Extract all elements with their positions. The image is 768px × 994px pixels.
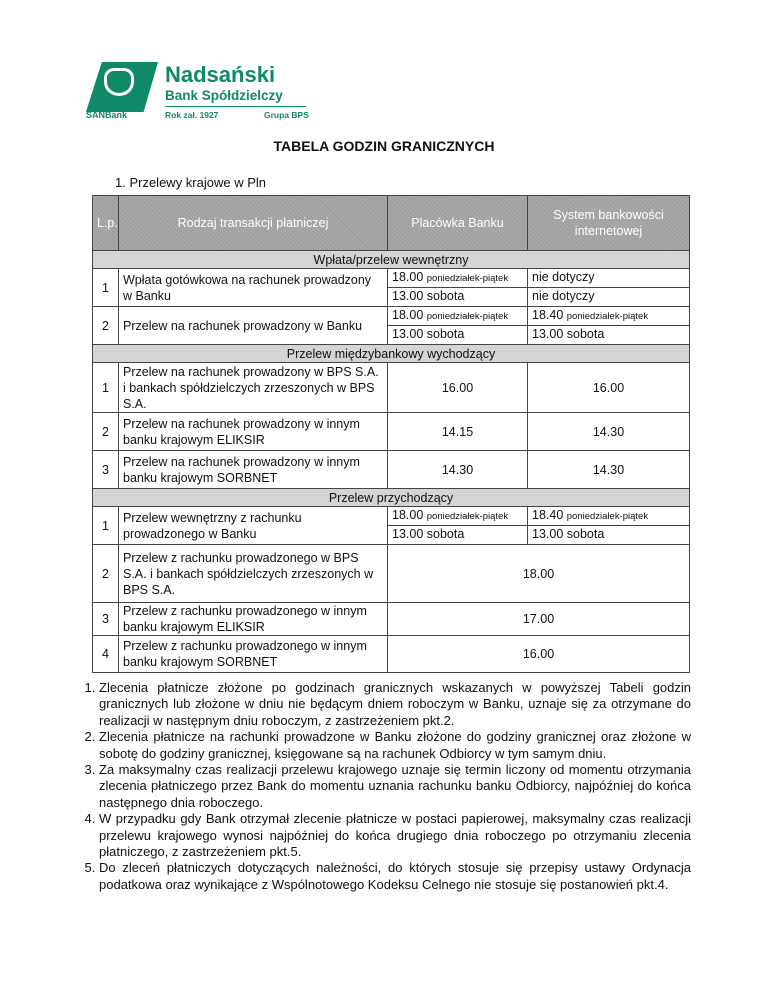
- table-cell: [93, 636, 119, 673]
- column-header: L.p.: [93, 196, 119, 251]
- time-cell: [528, 269, 690, 288]
- cell-text: 3: [102, 612, 109, 626]
- table-cell: [119, 363, 388, 413]
- time-value: 18.40: [532, 308, 564, 322]
- cell-text: 16.00: [592, 380, 625, 395]
- note-item: 4. W przypadku gdy Bank otrzymał zlecenie płatnicze w postaci papierowej, maksymalny czas realizacji przelewu krajowego wynosi najpóźniej do końca drugiego dnia roboczego po otrzymaniu zlecenia płatniczego, z zastrzeżeniem pkt.5.: [99, 811, 691, 860]
- section-row: [93, 489, 690, 507]
- logo-name: Nadsański: [165, 62, 276, 87]
- table-cell: [528, 363, 690, 413]
- day-note: poniedziałek-piątek: [566, 311, 649, 322]
- time-value: 13.00 sobota: [532, 527, 605, 541]
- table-cell: [93, 307, 119, 345]
- table-cell: [388, 451, 528, 489]
- time-cell: [388, 526, 528, 545]
- section-title: Przelew przychodzący: [93, 489, 690, 507]
- cell-text: 2: [102, 566, 109, 581]
- time-value: 18.00: [392, 270, 424, 284]
- section-row: [93, 345, 690, 363]
- time-cell: [388, 307, 528, 326]
- time-value: nie dotyczy: [532, 289, 595, 303]
- cell-text: 1: [102, 518, 109, 533]
- cell-text: 1: [102, 280, 109, 295]
- time-value: nie dotyczy: [532, 270, 595, 284]
- heart-icon: [104, 68, 134, 96]
- time-value: 13.00 sobota: [392, 289, 465, 303]
- cutoff-table: [92, 195, 690, 673]
- cell-text: Przelew z rachunku prowadzonego w BPS S.A. i bankach spółdzielczych zrzeszonych w BPS S.A.: [123, 550, 374, 597]
- cell-text: 3: [102, 462, 109, 477]
- notes-list: [80, 680, 691, 893]
- table-cell: [388, 363, 528, 413]
- cell-text: 17.00: [522, 612, 555, 626]
- page-title: TABELA GODZIN GRANICZNYCH: [273, 138, 495, 154]
- cell-text: 16.00: [522, 647, 555, 661]
- table-row: [93, 363, 690, 413]
- time-cell: [528, 507, 690, 526]
- cell-text: Przelew na rachunek prowadzony w BPS S.A. i bankach spółdzielczych zrzeszonych w BPS S.A.: [123, 364, 379, 411]
- bank-logo: [86, 62, 316, 122]
- logo-subname: Bank Spółdzielczy: [165, 88, 283, 103]
- section-heading: 1. Przelewy krajowe w Pln: [115, 175, 266, 190]
- day-note: poniedziałek-piątek: [566, 511, 649, 522]
- note-item: 2. Zlecenia płatnicze na rachunki prowadzone w Banku złożone do godziny granicznej oraz złożone w sobotę do godziny granicznej, księgowane są na rachunek Odbiorcy w tym samym dniu.: [99, 729, 691, 762]
- table-cell: [119, 636, 388, 673]
- table-cell: [119, 307, 388, 345]
- cell-text: Przelew wewnętrzny z rachunku prowadzonego w Banku: [123, 510, 302, 541]
- logo-mark: [86, 62, 158, 112]
- table-row: [93, 269, 690, 288]
- time-value: 18.00: [392, 508, 424, 522]
- cell-text: Przelew z rachunku prowadzonego w innym banku krajowym SORBNET: [123, 639, 367, 669]
- day-note: poniedziałek-piątek: [426, 273, 509, 284]
- logo-divider: [165, 106, 306, 107]
- cell-text: 14.30: [441, 462, 474, 477]
- table-row: [93, 307, 690, 326]
- table-header: [93, 196, 690, 251]
- time-value: 13.00 sobota: [392, 327, 465, 341]
- table-cell: [119, 603, 388, 636]
- table-cell: [528, 451, 690, 489]
- section-row: [93, 251, 690, 269]
- time-cell: [388, 269, 528, 288]
- time-value: 18.40: [532, 508, 564, 522]
- time-cell: [528, 288, 690, 307]
- table-cell: [93, 413, 119, 451]
- note-item: 1. Zlecenia płatnicze złożone po godzinach granicznych wskazanych w powyższej Tabeli godzin granicznych lub złożone w dniu nie będącym dniem roboczym w Banku, uznaje się za otrzymane do realizacji w następnym dniu roboczym, z zastrzeżeniem pkt.2.: [99, 680, 691, 729]
- table-row: [93, 545, 690, 603]
- table-cell: [119, 507, 388, 545]
- table-cell: [388, 603, 690, 636]
- column-header: Placówka Banku: [388, 196, 528, 251]
- time-cell: [388, 288, 528, 307]
- time-value: 18.00: [392, 308, 424, 322]
- table-cell: [119, 451, 388, 489]
- table-row: [93, 603, 690, 636]
- logo-group: Grupa BPS: [264, 110, 309, 120]
- section-title: Przelew międzybankowy wychodzący: [93, 345, 690, 363]
- table-cell: [93, 507, 119, 545]
- table-cell: [93, 545, 119, 603]
- table-cell: [93, 603, 119, 636]
- table-cell: [388, 545, 690, 603]
- cell-text: 16.00: [441, 380, 474, 395]
- column-header: System bankowości internetowej: [528, 196, 690, 251]
- table-cell: [93, 269, 119, 307]
- cell-text: Przelew na rachunek prowadzony w Banku: [123, 318, 363, 333]
- cell-text: 14.15: [441, 424, 474, 439]
- table-row: [93, 451, 690, 489]
- cell-text: Przelew na rachunek prowadzony w innym banku krajowym ELIKSIR: [123, 416, 360, 447]
- day-note: poniedziałek-piątek: [426, 311, 509, 322]
- table-cell: [388, 413, 528, 451]
- cell-text: 4: [102, 647, 109, 661]
- time-value: 13.00 sobota: [532, 327, 605, 341]
- table-row: [93, 507, 690, 526]
- table-cell: [388, 636, 690, 673]
- cell-text: 18.00: [522, 566, 555, 581]
- table-row: [93, 413, 690, 451]
- cell-text: 2: [102, 318, 109, 333]
- time-cell: [528, 326, 690, 345]
- section-title: Wpłata/przelew wewnętrzny: [93, 251, 690, 269]
- cell-text: 14.30: [592, 462, 625, 477]
- table-row: [93, 636, 690, 673]
- table-cell: [528, 413, 690, 451]
- table-cell: [119, 413, 388, 451]
- table-cell: [93, 451, 119, 489]
- time-cell: [388, 326, 528, 345]
- cell-text: Przelew z rachunku prowadzonego w innym banku krajowym ELIKSIR: [123, 604, 367, 634]
- logo-founded: Rok zał. 1927: [165, 110, 219, 120]
- time-cell: [528, 526, 690, 545]
- table-cell: [119, 545, 388, 603]
- cell-text: Przelew na rachunek prowadzony w innym banku krajowym SORBNET: [123, 454, 360, 485]
- time-value: 13.00 sobota: [392, 527, 465, 541]
- column-header: Rodzaj transakcji płatniczej: [119, 196, 388, 251]
- time-cell: [388, 507, 528, 526]
- note-item: 3. Za maksymalny czas realizacji przelewu krajowego uznaje się termin liczony od momentu otrzymania zlecenia płatniczego przez Bank do momentu uznania rachunku banku Odbiorcy, najpóźniej do końca następnego dnia roboczego.: [99, 762, 691, 811]
- cell-text: 14.30: [592, 424, 625, 439]
- cell-text: 1: [102, 380, 109, 395]
- cell-text: Wpłata gotówkowa na rachunek prowadzony w Banku: [123, 272, 372, 303]
- cell-text: 2: [102, 424, 109, 439]
- day-note: poniedziałek-piątek: [426, 511, 509, 522]
- logo-brand: SANBank: [86, 110, 128, 120]
- time-cell: [528, 307, 690, 326]
- table-cell: [93, 363, 119, 413]
- note-item: 5. Do zleceń płatniczych dotyczących należności, do których stosuje się przepisy ustawy Ordynacja podatkowa oraz wynikające z Wspólnotowego Kodeksu Celnego nie stosuje się postanowień pkt.4.: [99, 860, 691, 893]
- table-cell: [119, 269, 388, 307]
